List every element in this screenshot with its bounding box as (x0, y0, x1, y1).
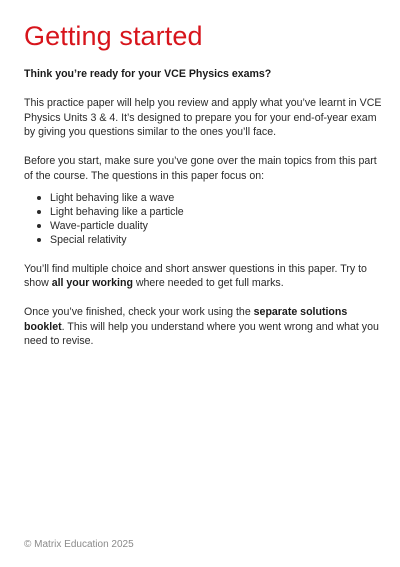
paragraph-before-start: Before you start, make sure you’ve gone over the main topics from this part of the course. The questions in this paper focus on: (24, 155, 377, 182)
emphasis-text: separate solutions booklet (24, 306, 348, 333)
paragraph-text: Once you’ve finished, check your work using the (24, 306, 254, 319)
copyright-footer: © Matrix Education 2025 (24, 539, 134, 550)
paragraph-question-types (24, 262, 386, 291)
paragraph-text: You’ll find multiple choice and short answer questions in this paper. Try to show (24, 262, 367, 290)
intro-question: Think you’re ready for your VCE Physics exams? (24, 68, 272, 80)
paragraph-text: . This will help you understand where you went wrong and what you need to revise. (24, 320, 379, 348)
paragraph-text: where needed to get full marks. (132, 277, 284, 290)
body-content (24, 67, 386, 363)
list-item: Light behaving like a wave (50, 191, 386, 205)
topics-list (24, 191, 386, 248)
paragraph-overview: This practice paper will help you review and apply what you’ve learnt in VCE Physics Units 3 & 4. It’s designed to prepare you for your end-of-year exam by giving you questions similar to the ones you’ll face. (24, 97, 382, 138)
document-page (24, 0, 386, 567)
emphasis-text: all your working (51, 277, 133, 290)
list-item: Special relativity (50, 233, 386, 247)
list-item: Wave-particle duality (50, 219, 386, 233)
paragraph-solutions (24, 305, 386, 349)
list-item: Light behaving like a particle (50, 205, 386, 219)
page-title: Getting started (24, 21, 203, 51)
